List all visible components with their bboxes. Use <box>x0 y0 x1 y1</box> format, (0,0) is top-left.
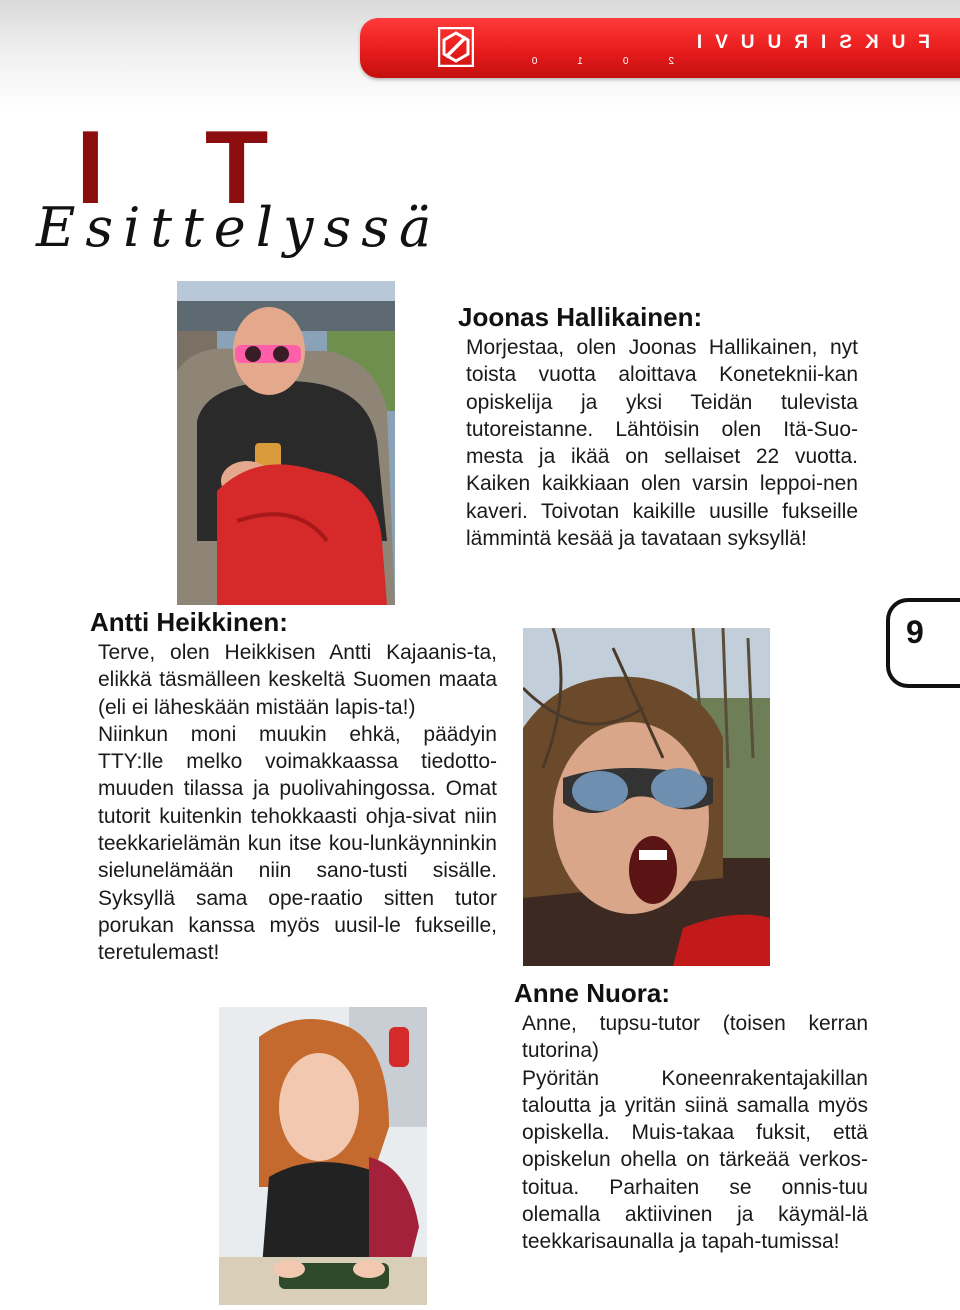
bio-anne-text-1: Anne, tupsu-tutor (toisen kerran tutorina) <box>522 1012 868 1063</box>
title-letter-i: I <box>76 110 105 226</box>
bio-joonas-text: Morjestaa, olen Joonas Hallikainen, nyt toista vuotta aloittava Koneteknii-kan opiskelija ja yksi Teidän tulevista tutoreistanne. Lähtöisin olen Itä-Suo-mesta ja ikää on sellaiset 22 vuotta. Kaiken kaikkiaan olen varsin leppoi-nen kaveri. Toivotan kaikille uusille fukseille lämmintä kesää ja tavataan syksyllä! <box>466 336 858 551</box>
title-letter-t: T <box>204 110 269 226</box>
bio-joonas-name: Joonas Hallikainen: <box>458 302 703 332</box>
bio-antti <box>90 607 497 967</box>
section-subtitle: Esittelyssä <box>36 196 442 259</box>
bio-anne-text-2: Pyöritän Koneenrakentajakillan taloutta ja yritän siinä samalla myös opiskella. Muis-takaa fuksit, että opiskelun ohella on tärkeää verkos-toitua. Parhaiten se onnis-tuu olemalla aktiivinen ja käymäl-lä teekkarisaunalla ja tapah-tumissa! <box>522 1066 868 1254</box>
bio-anne-name: Anne Nuora: <box>514 978 670 1008</box>
photo-antti-heikkinen <box>177 281 395 605</box>
bio-antti-text-2: Niinkun moni muukin ehkä, päädyin TTY:lle melko voimakkaassa tiedotto-muuden tilassa ja puolivahingossa. Omat tutorit kuitenkin tehokkaasti ohja-sivat niin teekkarielämän kun itse kou-lunkäynninkin sielunelämään niin sano-tusti sisälle. Syksyllä sama ope-raatio sitten tutor porukan kanssa myös uusil-le fukseille, teretulemast! <box>98 722 497 965</box>
banner-title: FUKSIRUUVI <box>683 32 930 53</box>
bio-antti-name: Antti Heikkinen: <box>90 607 288 637</box>
bio-antti-text-1: Terve, olen Heikkisen Antti Kajaanis-ta, elikkä täsmälleen keskeltä Suomen maata (eli ei läheskään mistään lapis-ta!) <box>98 641 497 719</box>
bio-anne <box>514 978 868 1256</box>
bio-joonas <box>458 302 858 552</box>
photo-kitchen-tutor <box>219 1007 427 1305</box>
guild-logo-icon <box>438 27 474 67</box>
photo-anne-nuora <box>523 628 770 966</box>
banner-year: 2010 <box>491 56 674 67</box>
page-number: 9 <box>906 614 924 650</box>
